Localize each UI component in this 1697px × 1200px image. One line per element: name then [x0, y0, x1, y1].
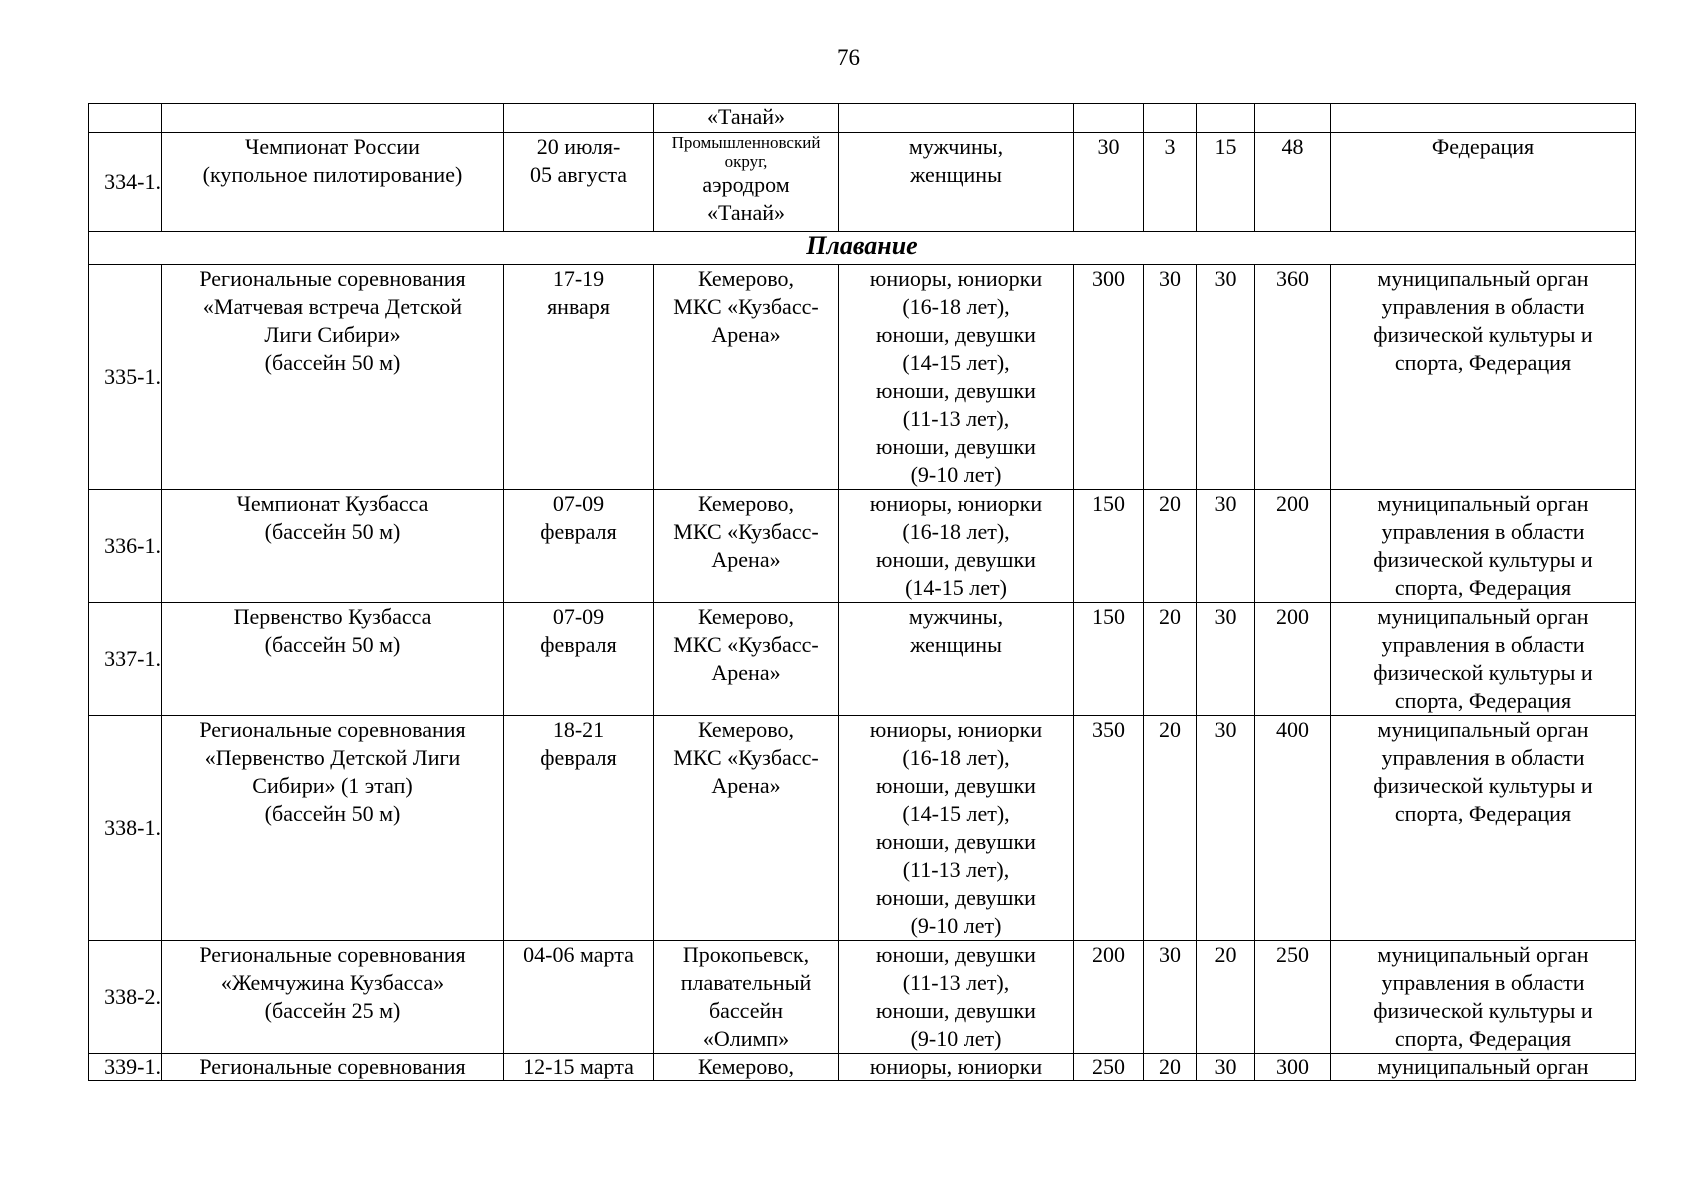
participants-cell: юниоры, юниорки (16-18 лет), юноши, девушки (14-15 лет), юноши, девушки (11-13 лет), юноши, девушки (9-10 лет): [839, 265, 1074, 490]
count-cell: 250: [1074, 1054, 1144, 1081]
name-cell: Первенство Кузбасса (бассейн 50 м): [162, 603, 504, 716]
count-cell: 30: [1197, 1054, 1255, 1081]
name-cell: Региональные соревнования «Первенство Детской Лиги Сибири» (1 этап) (бассейн 50 м): [162, 716, 504, 941]
count-cell: 150: [1074, 490, 1144, 603]
num-cell: 339-1.: [89, 1054, 162, 1081]
organizer-cell: муниципальный орган управления в области физической культуры и спорта, Федерация: [1331, 941, 1636, 1054]
count-cell: 30: [1197, 603, 1255, 716]
count-cell: 150: [1074, 603, 1144, 716]
participants-cell: мужчины, женщины: [839, 133, 1074, 232]
venue-cell: Прокопьевск, плавательный бассейн «Олимп»: [654, 941, 839, 1054]
venue-cell: Кемерово, МКС «Кузбасс- Арена»: [654, 490, 839, 603]
count-cell: 30: [1197, 265, 1255, 490]
organizer-cell: [1331, 104, 1636, 133]
count-cell: 15: [1197, 133, 1255, 232]
count-cell: 300: [1255, 1054, 1331, 1081]
num-cell: 338-2.: [89, 941, 162, 1054]
count-cell: 20: [1144, 716, 1197, 941]
page-number: 76: [837, 45, 860, 70]
dates-cell: 07-09 февраля: [504, 490, 654, 603]
count-cell: 48: [1255, 133, 1331, 232]
name-cell: [162, 104, 504, 133]
table-row-continuation: [89, 104, 1636, 133]
count-cell: 200: [1255, 490, 1331, 603]
section-title-text: Плавание: [806, 231, 918, 260]
dates-cell: 04-06 марта: [504, 941, 654, 1054]
organizer-cell: муниципальный орган управления в области физической культуры и спорта, Федерация: [1331, 716, 1636, 941]
count-cell: 30: [1197, 490, 1255, 603]
num-cell: 337-1.: [89, 603, 162, 716]
dates-cell: 12-15 марта: [504, 1054, 654, 1081]
count-cell: 20: [1144, 490, 1197, 603]
venue-cell: Кемерово, МКС «Кузбасс- Арена»: [654, 603, 839, 716]
num-cell: 335-1.: [89, 265, 162, 490]
count-cell: 250: [1255, 941, 1331, 1054]
venue-cell: Кемерово,: [654, 1054, 839, 1081]
count-cell: 30: [1144, 265, 1197, 490]
organizer-cell: муниципальный орган управления в области физической культуры и спорта, Федерация: [1331, 265, 1636, 490]
organizer-cell: муниципальный орган: [1331, 1054, 1636, 1081]
table-row: [89, 265, 1636, 490]
participants-cell: юниоры, юниорки: [839, 1054, 1074, 1081]
count-cell: 30: [1197, 716, 1255, 941]
count-cell: [1074, 104, 1144, 133]
section-title: [89, 232, 1636, 265]
num-cell: 336-1.: [89, 490, 162, 603]
count-cell: 20: [1144, 1054, 1197, 1081]
count-cell: 400: [1255, 716, 1331, 941]
participants-cell: юниоры, юниорки (16-18 лет), юноши, девушки (14-15 лет), юноши, девушки (11-13 лет), юноши, девушки (9-10 лет): [839, 716, 1074, 941]
count-cell: 30: [1074, 133, 1144, 232]
participants-cell: [839, 104, 1074, 133]
name-cell: Региональные соревнования «Матчевая встреча Детской Лиги Сибири» (бассейн 50 м): [162, 265, 504, 490]
num-cell: 338-1.: [89, 716, 162, 941]
name-cell: Региональные соревнования: [162, 1054, 504, 1081]
name-cell: Региональные соревнования «Жемчужина Кузбасса» (бассейн 25 м): [162, 941, 504, 1054]
count-cell: 350: [1074, 716, 1144, 941]
dates-cell: 20 июля- 05 августа: [504, 133, 654, 232]
dates-cell: 17-19 января: [504, 265, 654, 490]
table-row: [89, 716, 1636, 941]
name-cell: Чемпионат России (купольное пилотирование): [162, 133, 504, 232]
count-cell: [1197, 104, 1255, 133]
table-row: [89, 1054, 1636, 1081]
count-cell: 20: [1197, 941, 1255, 1054]
count-cell: [1144, 104, 1197, 133]
count-cell: 360: [1255, 265, 1331, 490]
participants-cell: юниоры, юниорки (16-18 лет), юноши, девушки (14-15 лет): [839, 490, 1074, 603]
venue-cell: Кемерово, МКС «Кузбасс- Арена»: [654, 716, 839, 941]
count-cell: 20: [1144, 603, 1197, 716]
dates-cell: 18-21 февраля: [504, 716, 654, 941]
table-row: [89, 133, 1636, 232]
count-cell: 30: [1144, 941, 1197, 1054]
venue-text: аэродром «Танай»: [702, 172, 790, 225]
table-row: [89, 941, 1636, 1054]
dates-cell: [504, 104, 654, 133]
venue-small-text: Промышленновский округ,: [671, 133, 821, 171]
num-cell: [89, 104, 162, 133]
organizer-cell: Федерация: [1331, 133, 1636, 232]
venue-cell: [654, 133, 839, 232]
table-row: [89, 603, 1636, 716]
table-row: [89, 490, 1636, 603]
count-cell: 3: [1144, 133, 1197, 232]
events-table: [88, 103, 1636, 1081]
participants-cell: юноши, девушки (11-13 лет), юноши, девушки (9-10 лет): [839, 941, 1074, 1054]
count-cell: 300: [1074, 265, 1144, 490]
section-row: [89, 232, 1636, 265]
count-cell: 200: [1255, 603, 1331, 716]
venue-cell: «Танай»: [654, 104, 839, 133]
count-cell: [1255, 104, 1331, 133]
venue-cell: Кемерово, МКС «Кузбасс- Арена»: [654, 265, 839, 490]
participants-cell: мужчины, женщины: [839, 603, 1074, 716]
organizer-cell: муниципальный орган управления в области физической культуры и спорта, Федерация: [1331, 603, 1636, 716]
dates-cell: 07-09 февраля: [504, 603, 654, 716]
name-cell: Чемпионат Кузбасса (бассейн 50 м): [162, 490, 504, 603]
organizer-cell: муниципальный орган управления в области физической культуры и спорта, Федерация: [1331, 490, 1636, 603]
count-cell: 200: [1074, 941, 1144, 1054]
num-cell: 334-1.: [89, 133, 162, 232]
